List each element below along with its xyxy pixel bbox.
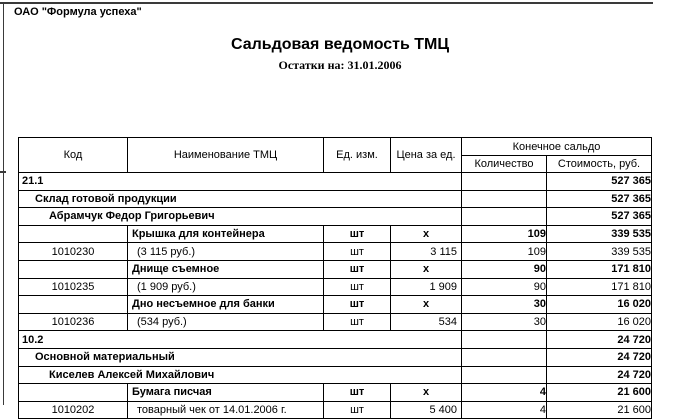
cell-unit: шт [324, 260, 391, 278]
cell-unit: шт [324, 296, 391, 314]
cell-quantity [462, 190, 547, 208]
cell-cost: 21 600 [547, 401, 652, 419]
table-row [19, 348, 652, 366]
cell-item-name: Крышка для контейнера [128, 225, 324, 243]
cell-unit: шт [324, 278, 391, 296]
page-margin-tick [0, 171, 6, 173]
cell-cost: 171 810 [547, 260, 652, 278]
cell-cost: 16 020 [547, 296, 652, 314]
cell-item-name: Дно несъемное для банки [128, 296, 324, 314]
cell-price: х [391, 296, 462, 314]
table-row [19, 190, 652, 208]
cell-item-name: (1 909 руб.) [128, 278, 324, 296]
table-row [19, 278, 652, 296]
cell-code: 1010235 [19, 278, 128, 296]
cell-price: 3 115 [391, 243, 462, 261]
cell-code [19, 384, 128, 402]
cell-quantity: 30 [462, 313, 547, 331]
table-row [19, 173, 652, 191]
cell-unit: шт [324, 384, 391, 402]
cell-code: 1010202 [19, 401, 128, 419]
page-border-top [0, 2, 653, 4]
cell-price: 534 [391, 313, 462, 331]
table-row [19, 296, 652, 314]
cell-quantity [462, 366, 547, 384]
cell-item-name: Бумага писчая [128, 384, 324, 402]
table-row [19, 401, 652, 419]
cell-group-name: Склад готовой продукции [19, 190, 462, 208]
cell-cost: 24 720 [547, 331, 652, 349]
cell-unit: шт [324, 243, 391, 261]
cell-cost: 24 720 [547, 348, 652, 366]
cell-price: 5 400 [391, 401, 462, 419]
cell-quantity [462, 331, 547, 349]
cell-cost: 527 365 [547, 208, 652, 226]
cell-quantity [462, 208, 547, 226]
table-row [19, 331, 652, 349]
col-header-code: Код [19, 138, 128, 173]
table-row [19, 366, 652, 384]
col-header-quantity: Количество [462, 156, 547, 173]
cell-quantity: 4 [462, 401, 547, 419]
table-row [19, 313, 652, 331]
table-row [19, 243, 652, 261]
report-title: Сальдовая ведомость ТМЦ [230, 36, 450, 53]
cell-quantity [462, 348, 547, 366]
cell-code: 1010230 [19, 243, 128, 261]
cell-unit: шт [324, 401, 391, 419]
cell-price: х [391, 225, 462, 243]
company-name: ОАО "Формула успеха" [14, 6, 142, 18]
cell-quantity: 90 [462, 260, 547, 278]
cell-cost: 171 810 [547, 278, 652, 296]
col-header-name: Наименование ТМЦ [128, 138, 324, 173]
cell-cost: 339 535 [547, 243, 652, 261]
cell-cost: 24 720 [547, 366, 652, 384]
cell-cost: 339 535 [547, 225, 652, 243]
cell-unit: шт [324, 313, 391, 331]
balance-table [18, 137, 652, 419]
cell-item-name: Днище съемное [128, 260, 324, 278]
cell-quantity: 109 [462, 243, 547, 261]
table-row [19, 208, 652, 226]
cell-code: 1010236 [19, 313, 128, 331]
table-row [19, 260, 652, 278]
cell-item-name: (534 руб.) [128, 313, 324, 331]
cell-group-name: Абрамчук Федор Григорьевич [19, 208, 462, 226]
cell-group-name: 21.1 [19, 173, 462, 191]
table-header-row-1 [19, 138, 652, 156]
cell-price: х [391, 384, 462, 402]
report-subtitle: Остатки на: 31.01.2006 [278, 58, 402, 72]
cell-unit: шт [324, 225, 391, 243]
cell-quantity: 4 [462, 384, 547, 402]
cell-quantity: 109 [462, 225, 547, 243]
cell-item-name: (3 115 руб.) [128, 243, 324, 261]
cell-quantity [462, 173, 547, 191]
cell-cost: 527 365 [547, 173, 652, 191]
cell-quantity: 30 [462, 296, 547, 314]
cell-quantity: 90 [462, 278, 547, 296]
cell-group-name: Основной материальный [19, 348, 462, 366]
cell-code [19, 225, 128, 243]
table-row [19, 225, 652, 243]
cell-group-name: Киселев Алексей Михайлович [19, 366, 462, 384]
cell-code [19, 296, 128, 314]
cell-group-name: 10.2 [19, 331, 462, 349]
col-header-unit: Ед. изм. [324, 138, 391, 173]
cell-cost: 16 020 [547, 313, 652, 331]
col-header-cost: Стоимость, руб. [547, 156, 652, 173]
cell-code [19, 260, 128, 278]
cell-cost: 21 600 [547, 384, 652, 402]
col-header-price: Цена за ед. [391, 138, 462, 173]
col-header-final-balance: Конечное сальдо [462, 138, 652, 156]
cell-price: 1 909 [391, 278, 462, 296]
table-row [19, 384, 652, 402]
cell-price: х [391, 260, 462, 278]
cell-item-name: товарный чек от 14.01.2006 г. [128, 401, 324, 419]
cell-cost: 527 365 [547, 190, 652, 208]
